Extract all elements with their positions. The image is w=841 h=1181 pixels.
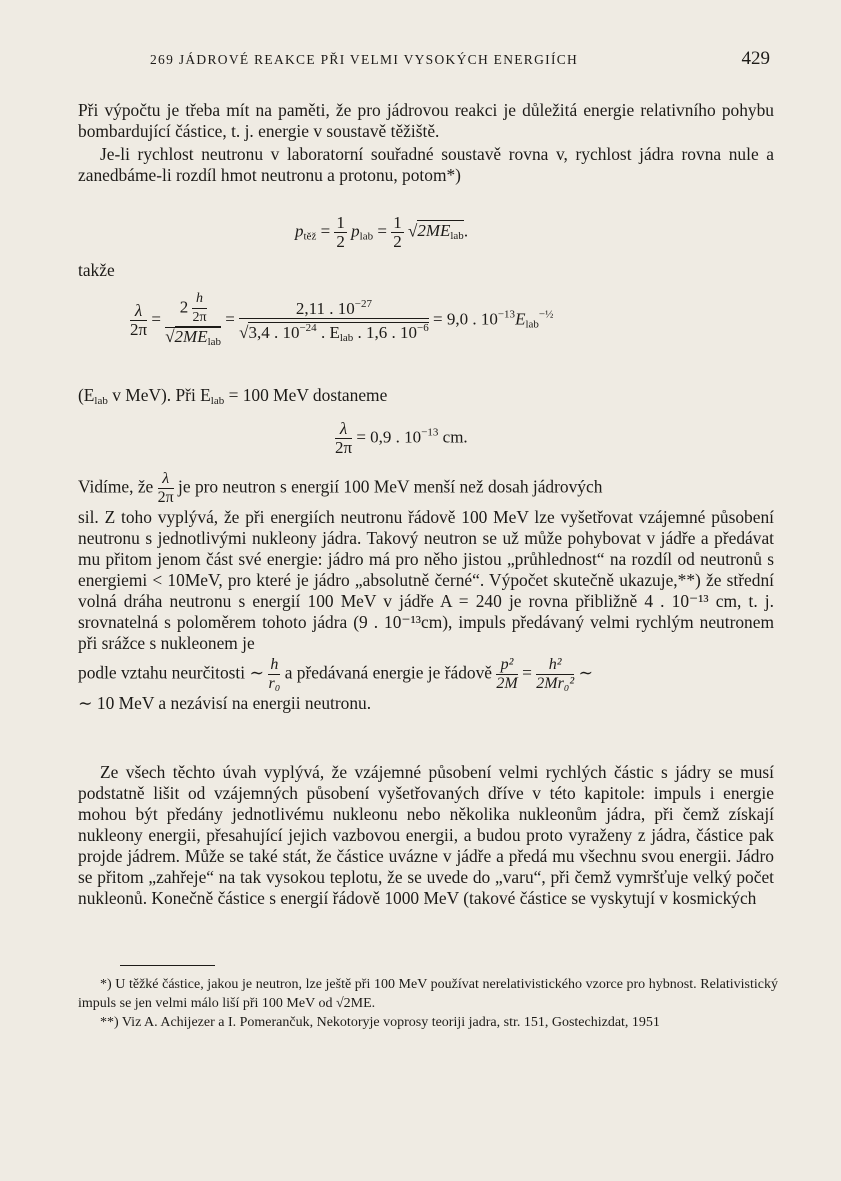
paragraph-2 [78, 144, 774, 186]
fraction-lambda-2pi: $\frac{\lambda}{2\pi}$ [130, 301, 148, 339]
sqrt-body: $2ME_{lab}$ [417, 221, 464, 243]
line-units: ($E_{lab}$ v MeV). Při $E_{lab} = 100$ MeV dostaneme [78, 385, 388, 407]
page-number: 429 [741, 48, 770, 69]
paragraph-1 [78, 100, 774, 142]
footnote-2: **) Viz A. Achijezer a I. Pomerančuk, Nekotoryje voprosy teoriji jadra, str. 151, Gostechizdat, 1951 [100, 1015, 660, 1030]
page-header [150, 48, 770, 72]
footnote-1: *) U těžké částice, jakou je neutron, lze ještě při 100 MeV používat nerelativistického vzorce pro hybnost. Relativistický impuls se jen velmi málo liší při 100 MeV od √2ME. [78, 977, 778, 1011]
fraction-half-2: $\frac{1}{2}$ [393, 213, 402, 251]
equation-momentum: $p_{těž}$ = $\frac{1}{2}$ $p_{lab}$ = $\frac{1}{2}$ $√2ME_{lab}$. [295, 213, 469, 251]
fraction-main: 2 $\frac{h}{2\pi}$ $√2ME_{lab}$ [165, 291, 222, 348]
paragraph-3: Vidíme, že $\frac{\lambda}{2\pi}$ je pro neutron s energií 100 MeV menší než dosah jádrových sil. Z toho vyplývá, že při energiích neutronu řádově 100 MeV lze vyšetřovat vzájemné působení neutronu s jednotlivými nukleony jádra. Takový neutron se už může pohybovat v jádře a předávat mu přitom jenom část své energie: jádro má pro něho jistou „průhlednost“ na rozdíl od neutronů s energiemi < 10MeV, pro které je jádro „absolutně černé“. Výpočet skutečně ukazuje,**) že střední volná dráha neutronu s energií 100 MeV v jádře A = 240 je rovna přibližně 4 . 10⁻¹³ cm, t. j. srovnatelná s poloměrem tohoto jádra (9 . 10⁻¹³cm), impuls předávaný velmi rychlým neutronem při srážce s nukleonem je podle vztahu neurčitosti ∼ $\frac{h}{\text{r₀}}$ a předávaná energie je řádově $\frac{\text{p²}}{2M}$ = $\frac{\text{h²}}{\text{2Mr₀²}}$ ∼ ∼ 10 MeV a nezávisí na energii neutronu. [78, 470, 774, 713]
paragraph-4 [78, 762, 774, 909]
equation-result: $\frac{\lambda}{2\pi}$ = 0,9 . $10^{-13}$ cm. [335, 419, 468, 457]
paragraph-4-text: Ze všech těchto úvah vyplývá, že vzájemné působení velmi rychlých částic s jádry se musí podstatně lišit od vzájemných působení vyšetřovaných dříve v této kapitole: impuls i energie mohou být předány jednotlivému nukleonu nebo několika nukleonům jádra, při čemž získají nukleony energii, přesahující jejich vazbovou energii, a budou proto vyraženy z jádra, částice pak projde jádrem. Může se také stát, že částice uvázne v jádře a předá mu všechnu svou energii. Jádro se přitom „zahřeje“ na tak vysokou teplotu, že se uvede do „varu“, při čemž vymršťuje velký počet nukleonů. Konečně částice s energií řádově 1000 MeV (takové částice se vyskytují v kosmických [78, 762, 774, 908]
footnotes [78, 975, 778, 1032]
paragraph-3-body: sil. Z toho vyplývá, že při energiích neutronu řádově 100 MeV lze vyšetřovat vzájemné působení neutronu s jednotlivými nukleony jádra. Takový neutron se už může pohybovat v jádře a předávat mu přitom jenom část své energie: jádro má pro něho jistou „průhlednost“ na rozdíl od neutronů s energiemi < 10MeV, pro které je jádro „absolutně černé“. Výpočet skutečně ukazuje,**) že střední volná dráha neutronu s energií 100 MeV v jádře A = 240 je rovna přibližně 4 . 10⁻¹³ cm, t. j. srovnatelná s poloměrem tohoto jádra (9 . 10⁻¹³cm), impuls předávaný velmi rychlým neutronem při srážce s nukleonem je [78, 507, 774, 653]
fraction-lambda: $\frac{\lambda}{2\pi}$ [157, 470, 174, 506]
word-takze [78, 260, 774, 281]
sqrt-sign: √ [407, 221, 418, 241]
paragraph-2-text: Je-li rychlost neutronu v laboratorní souřadné soustavě rovna v, rychlost jádra rovna nule a zanedbáme-li rozdíl hmot neutronu a protonu, potom*) [78, 144, 774, 185]
word-takze-text: takže [78, 260, 115, 280]
fraction-half: $\frac{1}{2}$ [336, 213, 345, 251]
paragraph-1-text: Při výpočtu je třeba mít na paměti, že pro jádrovou reakci je důležitá energie relativního pohybu bombardující částice, t. j. energie v soustavě těžiště. [78, 100, 774, 141]
running-title: 269 JÁDROVÉ REAKCE PŘI VELMI VYSOKÝCH ENERGIÍCH [150, 52, 579, 67]
equation-wavelength: $\frac{\lambda}{2\pi}$ = 2 $\frac{h}{2\pi}$ $√2ME_{lab}$ = $\frac{2,11 . 10^{-27}}{√3,4 . 10^{-24} . E_{lab} . 1,6 . 10^{-6}}$ = 9,0 . $10^{-13}E_{lab}^{-\frac{1}{2}}$ [130, 290, 553, 351]
footnote-divider [120, 965, 215, 966]
fraction-numeric: $\frac{2,11 . 10^{-27}}{√3,4 . 10^{-24} . E_{lab} . 1,6 . 10^{-6}}$ [239, 295, 429, 347]
